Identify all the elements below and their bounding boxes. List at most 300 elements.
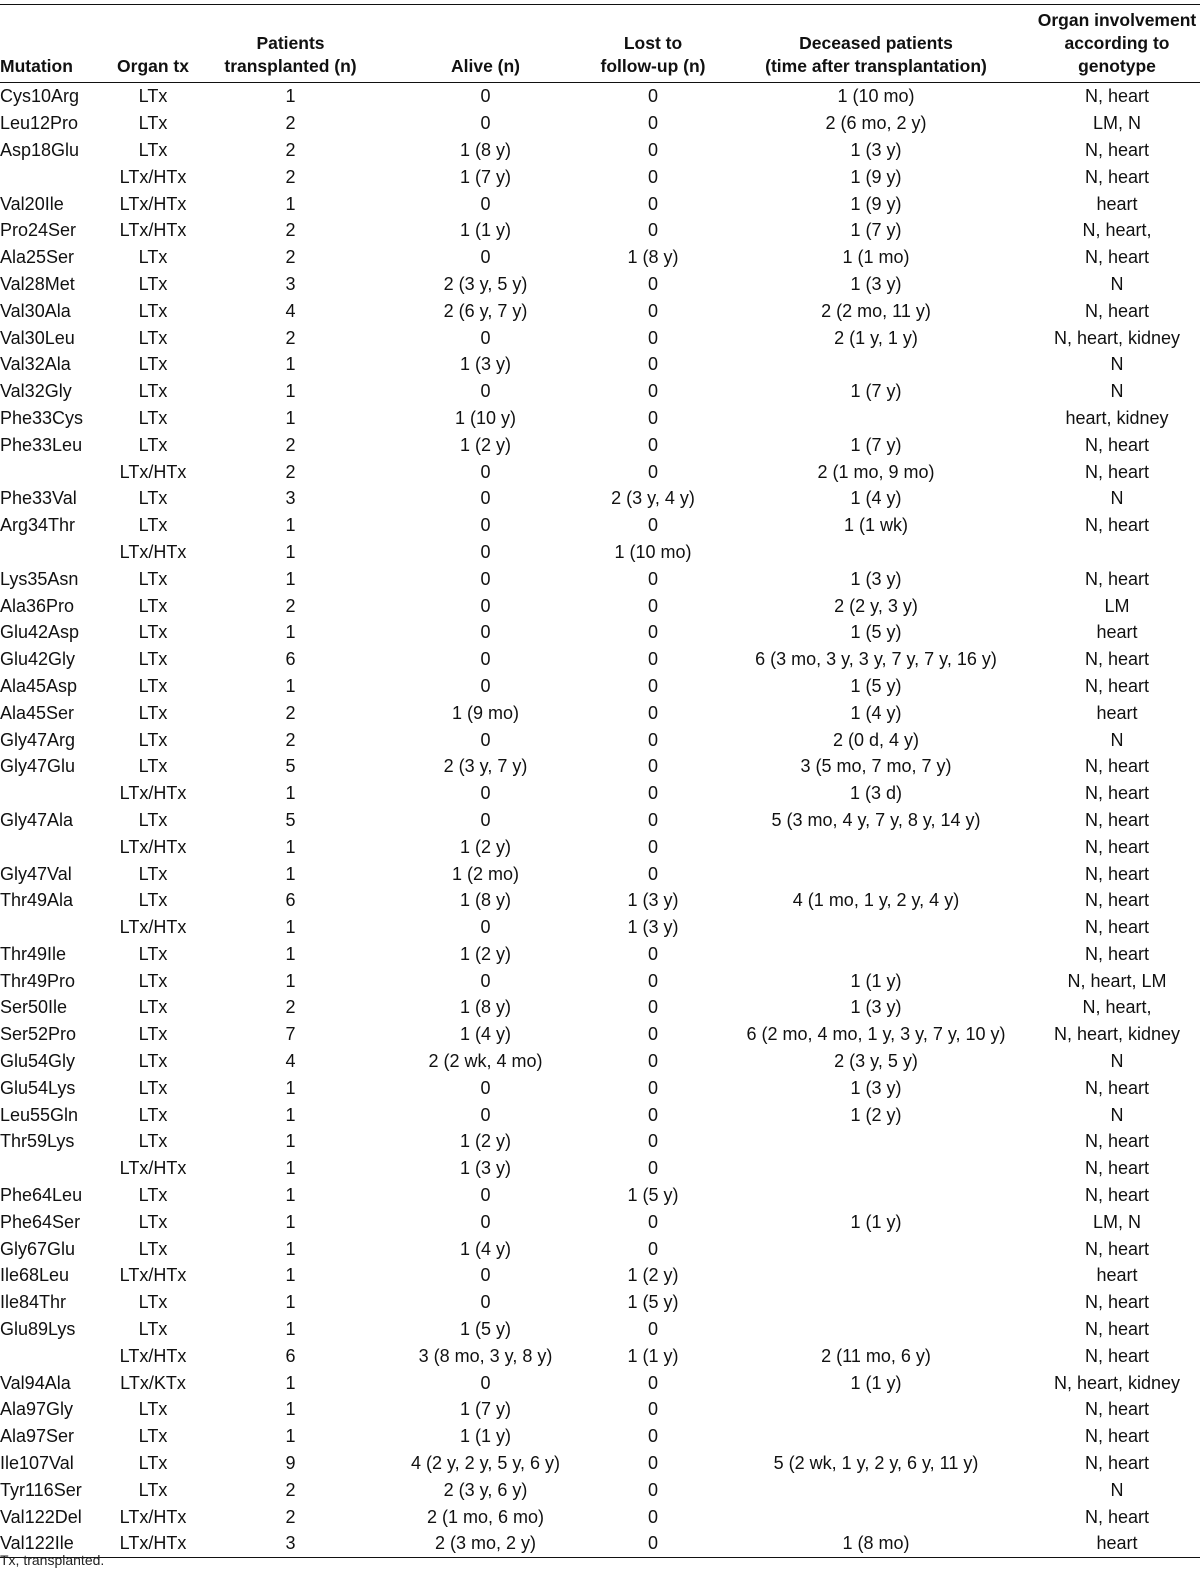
cell-organ-involvement: N, heart	[1084, 1399, 1150, 1420]
cell-patients-transplanted: 1	[285, 783, 296, 804]
cell-alive: 0	[480, 783, 491, 804]
cell-deceased-patients: 1 (3 y)	[850, 1077, 902, 1098]
cell-lost-to-follow-up: 0	[647, 1211, 658, 1232]
cell-organ-involvement: N, heart	[1084, 1426, 1150, 1447]
table-row	[0, 190, 1200, 217]
table-row	[0, 244, 1200, 271]
cell-lost-to-follow-up: 0	[647, 166, 658, 187]
cell-organ-tx: LTx	[138, 1319, 168, 1340]
cell-lost-to-follow-up: 1 (8 y)	[627, 247, 679, 268]
cell-organ-involvement: heart, kidney	[1065, 407, 1169, 428]
cell-patients-transplanted: 1	[285, 863, 296, 884]
cell-alive: 1 (2 y)	[459, 943, 511, 964]
cell-mutation	[0, 1342, 108, 1369]
cell-lost-to-follow-up: 0	[647, 863, 658, 884]
cell-lost-to-follow-up: 0	[647, 1426, 658, 1447]
cell-deceased-patients: 2 (2 mo, 11 y)	[821, 300, 931, 321]
cell-lost-to-follow-up: 0	[647, 1319, 658, 1340]
cell-mutation: Tyr116Ser	[0, 1479, 82, 1500]
cell-mutation	[0, 1155, 108, 1182]
cell-organ-tx: LTx	[138, 1238, 168, 1259]
cell-organ-involvement: N, heart	[1084, 675, 1150, 696]
cell-lost-to-follow-up: 0	[647, 595, 658, 616]
cell-patients-transplanted: 1	[285, 541, 296, 562]
cell-patients-transplanted: 9	[285, 1453, 296, 1474]
cell-organ-involvement: N, heart	[1084, 1319, 1150, 1340]
cell-lost-to-follow-up: 0	[647, 354, 658, 375]
cell-mutation: Ile68Leu	[0, 1265, 70, 1286]
cell-lost-to-follow-up: 1 (1 y)	[627, 1345, 679, 1366]
table-row	[0, 699, 1200, 726]
cell-lost-to-follow-up: 0	[647, 997, 658, 1018]
cell-patients-transplanted: 6	[285, 890, 296, 911]
cell-mutation: Ala45Asp	[0, 675, 78, 696]
cell-lost-to-follow-up: 0	[647, 1131, 658, 1152]
header-line: Mutation	[0, 56, 73, 76]
cell-alive: 2 (2 wk, 4 mo)	[428, 1051, 543, 1072]
header-line: Patients	[256, 33, 325, 53]
cell-lost-to-follow-up: 0	[647, 1104, 658, 1125]
cell-mutation: Phe33Val	[0, 488, 77, 509]
header-line: Organ involvement	[1037, 10, 1197, 30]
cell-organ-tx: LTx	[138, 649, 168, 670]
cell-organ-involvement: N, heart	[1084, 568, 1150, 589]
cell-organ-tx: LTx	[138, 86, 168, 107]
cell-lost-to-follow-up: 0	[647, 1506, 658, 1527]
cell-patients-transplanted: 6	[285, 1345, 296, 1366]
cell-patients-transplanted: 1	[285, 381, 296, 402]
cell-lost-to-follow-up: 0	[647, 515, 658, 536]
cell-patients-transplanted: 1	[285, 1319, 296, 1340]
cell-mutation: Asp18Glu	[0, 139, 80, 160]
cell-patients-transplanted: 1	[285, 407, 296, 428]
table-row	[0, 1155, 1200, 1182]
cell-mutation: Phe33Cys	[0, 407, 84, 428]
cell-alive: 0	[480, 193, 491, 214]
table-row	[0, 539, 1200, 566]
cell-patients-transplanted: 2	[285, 220, 296, 241]
cell-patients-transplanted: 5	[285, 809, 296, 830]
cell-lost-to-follow-up: 0	[647, 568, 658, 589]
cell-alive: 2 (3 y, 6 y)	[443, 1479, 528, 1500]
cell-alive: 0	[480, 729, 491, 750]
cell-organ-involvement: N, heart,	[1082, 220, 1152, 241]
table-row	[0, 83, 1200, 110]
cell-patients-transplanted: 1	[285, 836, 296, 857]
cell-lost-to-follow-up: 1 (3 y)	[627, 890, 679, 911]
cell-mutation: Lys35Asn	[0, 568, 79, 589]
cell-organ-involvement: N, heart	[1084, 166, 1150, 187]
cell-organ-tx: LTx	[138, 702, 168, 723]
cell-patients-transplanted: 2	[285, 997, 296, 1018]
cell-lost-to-follow-up: 1 (5 y)	[627, 1292, 679, 1313]
cell-deceased-patients: 1 (7 y)	[850, 381, 902, 402]
cell-lost-to-follow-up: 0	[647, 702, 658, 723]
cell-patients-transplanted: 2	[285, 434, 296, 455]
cell-organ-involvement: N, heart	[1084, 434, 1150, 455]
cell-alive: 0	[480, 327, 491, 348]
header-line	[383, 32, 588, 55]
table-row	[0, 324, 1200, 351]
table-row	[0, 833, 1200, 860]
table-row	[0, 619, 1200, 646]
cell-organ-tx: LTx	[138, 1426, 168, 1447]
cell-organ-tx: LTx	[138, 139, 168, 160]
cell-alive: 1 (4 y)	[459, 1024, 511, 1045]
table-row	[0, 1476, 1200, 1503]
cell-patients-transplanted: 1	[285, 1426, 296, 1447]
cell-organ-involvement: LM, N	[1092, 1211, 1141, 1232]
cell-alive: 1 (5 y)	[459, 1319, 511, 1340]
cell-deceased-patients: 2 (6 mo, 2 y)	[825, 113, 927, 134]
cell-deceased-patients	[718, 860, 1034, 887]
cell-mutation: Glu89Lys	[0, 1319, 76, 1340]
cell-organ-tx: LTx	[138, 1211, 168, 1232]
cell-mutation: Val30Ala	[0, 300, 71, 321]
cell-mutation: Thr49Pro	[0, 970, 76, 991]
cell-alive: 0	[480, 568, 491, 589]
cell-mutation: Val94Ala	[0, 1372, 71, 1393]
cell-patients-transplanted: 2	[285, 327, 296, 348]
cell-organ-tx: LTx/HTx	[119, 1265, 187, 1286]
cell-deceased-patients: 5 (2 wk, 1 y, 2 y, 6 y, 11 y)	[773, 1453, 979, 1474]
cell-lost-to-follow-up: 0	[588, 1530, 718, 1557]
cell-organ-tx: LTx/HTx	[119, 541, 187, 562]
cell-mutation: Glu42Asp	[0, 622, 80, 643]
cell-mutation: Val122Ile	[0, 1530, 108, 1557]
cell-patients-transplanted: 1	[285, 568, 296, 589]
cell-mutation: Thr49Ala	[0, 890, 74, 911]
cell-lost-to-follow-up: 0	[647, 836, 658, 857]
table-row	[0, 137, 1200, 164]
table-footnote: Tx, transplanted.	[0, 1552, 105, 1568]
cell-organ-involvement: N	[1110, 729, 1124, 750]
cell-patients-transplanted: 2	[285, 247, 296, 268]
cell-deceased-patients: 2 (11 mo, 6 y)	[821, 1345, 931, 1366]
table-row	[0, 163, 1200, 190]
header-line: follow-up (n)	[600, 56, 706, 76]
cell-alive: 2 (3 mo, 2 y)	[383, 1530, 588, 1557]
cell-organ-involvement: N, heart	[1084, 649, 1150, 670]
table-row	[0, 351, 1200, 378]
table-row	[0, 592, 1200, 619]
table-row	[0, 1396, 1200, 1423]
table-row	[0, 1369, 1200, 1396]
cell-patients-transplanted: 1	[285, 1158, 296, 1179]
cell-lost-to-follow-up: 0	[647, 1024, 658, 1045]
cell-organ-tx: LTx/KTx	[120, 1372, 186, 1393]
cell-deceased-patients: 1 (7 y)	[850, 220, 902, 241]
cell-deceased-patients: 1 (8 mo)	[718, 1530, 1034, 1557]
cell-lost-to-follow-up: 0	[647, 1051, 658, 1072]
cell-organ-involvement: N	[1110, 1051, 1124, 1072]
header-line: Alive (n)	[450, 56, 521, 76]
cell-deceased-patients: 1 (3 y)	[850, 139, 902, 160]
header-lost-to-follow-up	[588, 5, 718, 83]
cell-organ-tx: LTx	[138, 434, 168, 455]
table-row	[0, 217, 1200, 244]
cell-mutation	[0, 914, 108, 941]
cell-organ-tx: LTx	[138, 890, 168, 911]
table-row	[0, 646, 1200, 673]
cell-organ-involvement: N, heart	[1084, 836, 1150, 857]
cell-organ-involvement: N, heart	[1084, 809, 1150, 830]
cell-patients-transplanted: 3	[198, 1530, 383, 1557]
table-row	[0, 1503, 1200, 1530]
cell-alive: 1 (8 y)	[459, 890, 511, 911]
cell-patients-transplanted: 1	[285, 515, 296, 536]
cell-mutation: Ser52Pro	[0, 1024, 77, 1045]
cell-mutation: Gly67Glu	[0, 1238, 76, 1259]
cell-organ-involvement: heart	[1034, 1530, 1200, 1557]
cell-organ-involvement: heart	[1096, 1265, 1138, 1286]
cell-organ-tx: LTx	[138, 943, 168, 964]
cell-mutation: Arg34Thr	[0, 515, 76, 536]
cell-organ-involvement: N, heart	[1084, 300, 1150, 321]
header-row	[0, 5, 1200, 83]
cell-alive: 2 (3 y, 5 y)	[443, 273, 528, 294]
cell-deceased-patients: 2 (2 y, 3 y)	[834, 595, 918, 616]
table-row	[0, 1423, 1200, 1450]
cell-mutation	[0, 163, 108, 190]
table-row	[0, 860, 1200, 887]
cell-organ-involvement: N, heart	[1084, 890, 1150, 911]
header-alive	[383, 5, 588, 83]
cell-alive: 1 (1 y)	[459, 220, 511, 241]
cell-organ-tx: LTx/HTx	[108, 1530, 198, 1557]
cell-mutation: Thr59Lys	[0, 1131, 75, 1152]
cell-organ-involvement: N	[1110, 354, 1124, 375]
cell-mutation: Pro24Ser	[0, 220, 77, 241]
cell-patients-transplanted: 1	[285, 1292, 296, 1313]
cell-organ-involvement: N	[1110, 488, 1124, 509]
cell-patients-transplanted: 1	[285, 675, 296, 696]
cell-organ-involvement: N, heart	[1084, 515, 1150, 536]
cell-alive: 0	[480, 970, 491, 991]
cell-deceased-patients	[718, 914, 1034, 941]
cell-patients-transplanted: 1	[285, 970, 296, 991]
cell-alive: 1 (8 y)	[459, 997, 511, 1018]
table-row	[0, 914, 1200, 941]
cell-alive: 2 (6 y, 7 y)	[443, 300, 528, 321]
cell-alive: 0	[480, 461, 491, 482]
header-line: (time after transplantation)	[765, 56, 987, 76]
cell-organ-involvement: N, heart	[1084, 1077, 1150, 1098]
cell-lost-to-follow-up: 2 (3 y, 4 y)	[611, 488, 695, 509]
cell-deceased-patients: 4 (1 mo, 1 y, 2 y, 4 y)	[792, 890, 960, 911]
cell-patients-transplanted: 2	[285, 113, 296, 134]
cell-organ-involvement: N, heart	[1084, 1185, 1150, 1206]
cell-organ-tx: LTx	[138, 595, 168, 616]
cell-lost-to-follow-up: 0	[647, 1158, 658, 1179]
table-row	[0, 1208, 1200, 1235]
cell-organ-tx: LTx/HTx	[119, 220, 187, 241]
cell-organ-involvement: N, heart, LM	[1067, 970, 1167, 991]
cell-deceased-patients: 1 (4 y)	[850, 488, 902, 509]
cell-organ-involvement: LM, N	[1092, 113, 1141, 134]
table-row	[0, 431, 1200, 458]
cell-deceased-patients: 1 (5 y)	[850, 675, 902, 696]
cell-organ-tx: LTx	[138, 809, 168, 830]
cell-lost-to-follow-up: 0	[647, 943, 658, 964]
cell-deceased-patients: 1 (1 y)	[850, 1372, 902, 1393]
cell-lost-to-follow-up: 0	[647, 273, 658, 294]
table-row	[0, 1101, 1200, 1128]
cell-mutation: Gly47Glu	[0, 756, 76, 777]
cell-alive: 0	[480, 541, 491, 562]
cell-patients-transplanted: 1	[285, 1104, 296, 1125]
cell-organ-involvement: N, heart	[1084, 1292, 1150, 1313]
cell-mutation: Ala36Pro	[0, 595, 75, 616]
cell-deceased-patients	[718, 1155, 1034, 1182]
cell-lost-to-follow-up: 0	[647, 970, 658, 991]
cell-alive: 0	[480, 488, 491, 509]
cell-lost-to-follow-up: 0	[647, 1372, 658, 1393]
cell-deceased-patients: 1 (3 y)	[850, 997, 902, 1018]
cell-patients-transplanted: 1	[285, 1131, 296, 1152]
header-line: Lost to	[623, 33, 683, 53]
cell-patients-transplanted: 1	[285, 1211, 296, 1232]
cell-organ-tx: LTx	[138, 1131, 168, 1152]
cell-patients-transplanted: 1	[285, 1372, 296, 1393]
cell-lost-to-follow-up: 0	[647, 1399, 658, 1420]
cell-deceased-patients	[718, 1128, 1034, 1155]
cell-organ-involvement: N, heart, kidney	[1053, 1372, 1181, 1393]
cell-deceased-patients: 1 (3 y)	[850, 568, 902, 589]
cell-organ-involvement: N, heart	[1084, 139, 1150, 160]
table-row	[0, 297, 1200, 324]
cell-mutation: Leu55Gln	[0, 1104, 79, 1125]
cell-mutation: Ala25Ser	[0, 247, 75, 268]
cell-organ-tx: LTx/HTx	[119, 783, 187, 804]
cell-organ-involvement: N, heart	[1084, 1238, 1150, 1259]
table-row	[0, 1530, 1200, 1557]
cell-lost-to-follow-up: 0	[647, 461, 658, 482]
cell-organ-tx: LTx	[138, 1077, 168, 1098]
cell-alive: 0	[480, 86, 491, 107]
cell-alive: 1 (3 y)	[459, 1158, 511, 1179]
cell-organ-tx: LTx	[138, 1399, 168, 1420]
cell-patients-transplanted: 2	[285, 166, 296, 187]
cell-alive: 0	[480, 1211, 491, 1232]
cell-alive: 1 (2 mo)	[451, 863, 520, 884]
cell-patients-transplanted: 1	[285, 1238, 296, 1259]
cell-organ-involvement: N, heart	[1084, 1506, 1150, 1527]
cell-mutation: Phe64Leu	[0, 1185, 83, 1206]
cell-mutation: Ile107Val	[0, 1453, 74, 1474]
cell-mutation: Ala45Ser	[0, 702, 75, 723]
table-row	[0, 994, 1200, 1021]
cell-lost-to-follow-up: 0	[647, 300, 658, 321]
cell-mutation: Glu54Gly	[0, 1051, 76, 1072]
cell-alive: 0	[480, 113, 491, 134]
cell-lost-to-follow-up: 0	[647, 1238, 658, 1259]
cell-mutation	[0, 458, 108, 485]
cell-patients-transplanted: 1	[285, 86, 296, 107]
cell-alive: 0	[480, 649, 491, 670]
cell-organ-involvement: N, heart, kidney	[1053, 327, 1181, 348]
cell-deceased-patients	[718, 1396, 1034, 1423]
cell-deceased-patients: 1 (9 y)	[850, 193, 902, 214]
cell-alive: 2 (3 y, 7 y)	[443, 756, 528, 777]
cell-mutation: Phe33Leu	[0, 434, 83, 455]
table-row	[0, 780, 1200, 807]
cell-organ-involvement: N	[1110, 381, 1124, 402]
cell-patients-transplanted: 2	[285, 1506, 296, 1527]
table-row	[0, 485, 1200, 512]
cell-organ-involvement: N, heart	[1084, 1453, 1150, 1474]
cell-deceased-patients: 2 (3 y, 5 y)	[834, 1051, 918, 1072]
cell-alive: 0	[480, 917, 491, 938]
cell-deceased-patients	[718, 1316, 1034, 1343]
cell-organ-tx: LTx	[138, 1453, 168, 1474]
header-mutation	[0, 5, 108, 83]
table-row	[0, 1048, 1200, 1075]
cell-patients-transplanted: 1	[285, 917, 296, 938]
cell-alive: 1 (4 y)	[459, 1238, 511, 1259]
cell-deceased-patients: 1 (1 wk)	[843, 515, 908, 536]
cell-mutation: Gly47Arg	[0, 729, 76, 750]
table-header	[0, 5, 1200, 83]
cell-organ-involvement: N	[1110, 1479, 1124, 1500]
cell-patients-transplanted: 2	[285, 461, 296, 482]
cell-deceased-patients: 2 (0 d, 4 y)	[832, 729, 920, 750]
cell-lost-to-follow-up: 0	[647, 729, 658, 750]
cell-organ-involvement: N	[1110, 273, 1124, 294]
cell-organ-tx: LTx/HTx	[119, 1158, 187, 1179]
cell-organ-tx: LTx/HTx	[119, 917, 187, 938]
table-row	[0, 1021, 1200, 1048]
cell-deceased-patients: 6 (2 mo, 4 mo, 1 y, 3 y, 7 y, 10 y)	[746, 1024, 1006, 1045]
cell-alive: 1 (8 y)	[459, 139, 511, 160]
cell-organ-tx: LTx	[138, 1024, 168, 1045]
cell-patients-transplanted: 4	[285, 1051, 296, 1072]
cell-organ-involvement: N, heart	[1084, 1158, 1150, 1179]
cell-patients-transplanted: 1	[285, 943, 296, 964]
cell-organ-tx: LTx	[138, 300, 168, 321]
cell-deceased-patients: 1 (1 y)	[850, 970, 902, 991]
cell-deceased-patients	[718, 351, 1034, 378]
cell-alive: 1 (2 y)	[459, 434, 511, 455]
cell-deceased-patients	[718, 1262, 1034, 1289]
cell-alive: 0	[480, 809, 491, 830]
header-line	[108, 32, 198, 55]
cell-deceased-patients: 1 (9 y)	[850, 166, 902, 187]
cell-mutation: Val122Del	[0, 1506, 82, 1527]
cell-mutation: Ala97Ser	[0, 1426, 75, 1447]
cell-organ-tx: LTx	[138, 327, 168, 348]
cell-patients-transplanted: 1	[285, 1077, 296, 1098]
cell-alive: 0	[480, 595, 491, 616]
table-row	[0, 405, 1200, 432]
table-row	[0, 1128, 1200, 1155]
cell-organ-tx: LTx	[138, 1104, 168, 1125]
cell-organ-tx: LTx	[138, 1185, 168, 1206]
cell-lost-to-follow-up: 0	[647, 327, 658, 348]
cell-mutation	[0, 833, 108, 860]
table-row	[0, 673, 1200, 700]
cell-lost-to-follow-up: 0	[647, 809, 658, 830]
cell-deceased-patients: 1 (10 mo)	[837, 86, 915, 107]
cell-mutation: Ser50Ile	[0, 997, 68, 1018]
cell-organ-tx: LTx/HTx	[119, 836, 187, 857]
cell-alive: 0	[480, 1372, 491, 1393]
cell-patients-transplanted: 1	[285, 1265, 296, 1286]
cell-organ-tx: LTx	[138, 568, 168, 589]
header-line: Deceased patients	[799, 33, 953, 53]
cell-organ-involvement: LM	[1104, 595, 1130, 616]
cell-organ-involvement: N, heart	[1084, 863, 1150, 884]
